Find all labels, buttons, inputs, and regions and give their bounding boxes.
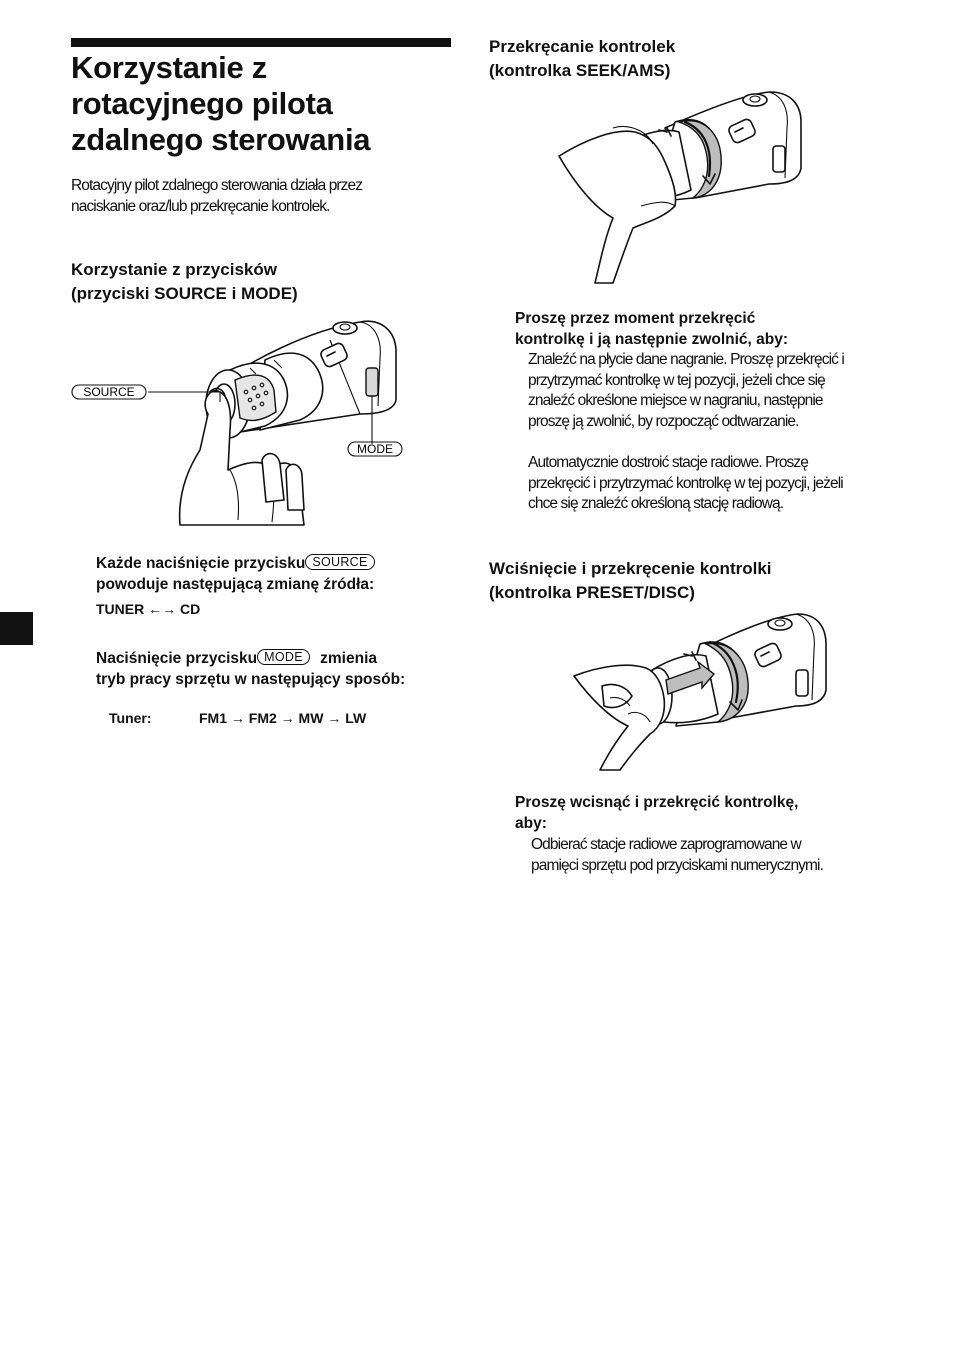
mode-callout-label: MODE <box>357 442 393 456</box>
buttons-section-heading <box>71 258 461 306</box>
source-instruction-text-2: powoduje następującą zmianę źródła: <box>96 575 375 593</box>
preset-section-heading <box>489 557 909 605</box>
preset-heading-line-1: Wciśnięcie i przekręcenie kontrolki <box>489 559 772 578</box>
seek-instruction <box>515 309 857 350</box>
title-line-2: rotacyjnego pilota <box>71 86 333 121</box>
seek-description-1: Znaleźć na płycie dane nagranie. Proszę przekręcić i przytrzymać kontrolkę w tej pozycji, jeżeli chce się znaleźć określone miejsce w nagraniu, następnie proszę ją zwolnić, by rozpocząć odtwarzanie. <box>528 351 844 430</box>
seek-heading-line-2: (kontrolka SEEK/AMS) <box>489 61 671 80</box>
page-title <box>71 50 461 158</box>
source-key-label: SOURCE <box>305 554 374 570</box>
mode-instruction-text-1: Naciśnięcie przycisku <box>96 650 258 667</box>
figure-preset-disc-push-twist <box>570 610 832 770</box>
source-sequence: TUNER ←→ CD <box>96 601 201 617</box>
seek-instruction-line-1: Proszę przez moment przekręcić <box>515 310 756 327</box>
preset-heading-line-2: (kontrolka PRESET/DISC) <box>489 583 695 602</box>
intro-paragraph: Rotacyjny pilot zdalnego sterowania działa przez naciskanie oraz/lub przekręcanie kontrolek. <box>71 177 363 215</box>
preset-instruction <box>515 793 873 834</box>
title-rule <box>71 38 451 47</box>
source-instruction <box>96 554 446 595</box>
preset-instruction-line-2: aby: <box>515 814 547 832</box>
source-callout-label: SOURCE <box>83 385 135 399</box>
seek-instruction-line-2: kontrolkę i ją następnie zwolnić, aby: <box>515 330 789 348</box>
figure-seek-ams-twist <box>555 88 810 283</box>
title-line-1: Korzystanie z <box>71 50 267 85</box>
mode-sequence-label: Tuner: <box>109 710 152 726</box>
seek-heading-line-1: Przekręcanie kontrolek <box>489 37 676 56</box>
title-line-3: zdalnego sterowania <box>71 122 371 157</box>
mode-instruction-text-2: zmienia <box>320 650 377 667</box>
mode-key-label: MODE <box>257 649 310 665</box>
section-tab-marker <box>0 612 33 645</box>
source-instruction-text-1: Każde naciśnięcie przycisku <box>96 555 306 572</box>
mode-instruction <box>96 649 434 690</box>
mode-sequence: FM1 → FM2 → MW → LW <box>199 710 367 726</box>
preset-instruction-line-1: Proszę wcisnąć i przekręcić kontrolkę, <box>515 794 799 811</box>
buttons-heading-line-2: (przyciski SOURCE i MODE) <box>71 284 298 303</box>
figure-source-mode-buttons <box>60 310 420 530</box>
seek-section-heading <box>489 35 889 83</box>
preset-description: Odbierać stacje radiowe zaprogramowane w pamięci sprzętu pod przyciskami numerycznymi. <box>531 836 823 874</box>
buttons-heading-line-1: Korzystanie z przycisków <box>71 260 277 279</box>
seek-description-2: Automatycznie dostroić stacje radiowe. Proszę przekręcić i przytrzymać kontrolkę w tej pozycji, jeżeli chce się znaleźć określoną stację radiową. <box>528 454 843 512</box>
mode-instruction-text-3: tryb pracy sprzętu w następujący sposób: <box>96 670 406 688</box>
